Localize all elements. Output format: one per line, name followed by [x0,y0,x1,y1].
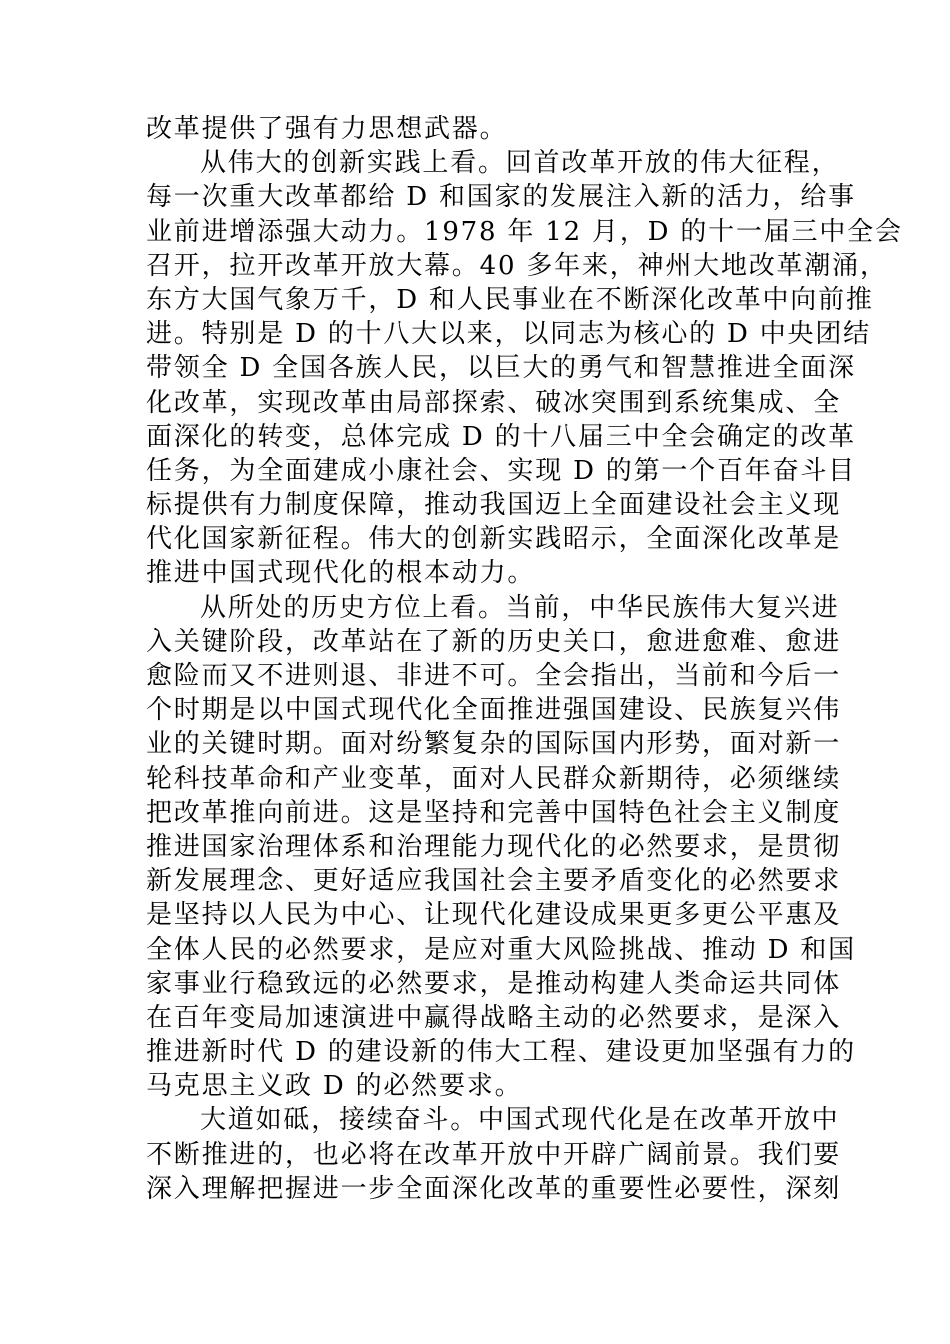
text-line: 东方大国气象万千，D 和人民事业在不断深化改革中向前推 [146,284,874,315]
text-line: 新发展理念、更好适应我国社会主要矛盾变化的必然要求 [146,866,842,897]
text-line: 任务，为全面建成小康社会、实现 D 的第一个百年奋斗目 [146,455,856,486]
text-line: 家事业行稳致远的必然要求，是推动构建人类命运共同体 [146,968,842,999]
text-line: 马克思主义政 D 的必然要求。 [146,1071,523,1102]
text-line: 大道如砥，接续奋斗。中国式现代化是在改革开放中 [200,1105,840,1136]
text-line: 进。特别是 D 的十八大以来，以同志为核心的 D 中央团结 [146,319,871,350]
text-line: 代化国家新征程。伟大的创新实践昭示，全面深化改革是 [146,524,842,555]
text-line: 业的关键时期。面对纷繁复杂的国际国内形势，面对新一 [146,729,842,760]
text-line: 推进中国式现代化的根本动力。 [146,558,536,589]
text-line: 化改革，实现改革由局部探索、破冰突围到系统集成、全 [146,387,842,418]
text-line: 是坚持以人民为中心、让现代化建设成果更多更公平惠及 [146,900,842,931]
text-line: 推进新时代 D 的建设新的伟大工程、建设更加坚强有力的 [146,1037,856,1068]
text-line: 从所处的历史方位上看。当前，中华民族伟大复兴进 [200,592,840,623]
text-line: 从伟大的创新实践上看。回首改革开放的伟大征程， [200,148,840,179]
text-line: 入关键阶段，改革站在了新的历史关口，愈进愈难、愈进 [146,626,842,657]
text-line: 改革提供了强有力思想武器。 [146,114,508,144]
document-body-text [146,112,903,1206]
text-line: 个时期是以中国式现代化全面推进强国建设、民族复兴伟 [146,695,842,726]
text-line: 轮科技革命和产业变革，面对人民群众新期待，必须继续 [146,763,842,794]
text-line: 不断推进的，也必将在改革开放中开辟广阔前景。我们要 [146,1139,842,1170]
text-line: 深入理解把握进一步全面深化改革的重要性必要性，深刻 [146,1173,842,1204]
text-line: 面深化的转变，总体完成 D 的十八届三中全会确定的改革 [146,421,856,452]
text-line: 标提供有力制度保障，推动我国迈上全面建设社会主义现 [146,490,842,521]
text-line: 愈险而又不进则退、非进不可。全会指出，当前和今后一 [146,661,842,691]
text-line: 全体人民的必然要求，是应对重大风险挑战、推动 D 和国 [146,934,856,965]
text-line: 在百年变局加速演进中赢得战略主动的必然要求，是深入 [146,1002,842,1033]
text-line: 召开，拉开改革开放大幕。40 多年来，神州大地改革潮涌， [146,250,888,281]
text-line: 把改革推向前进。这是坚持和完善中国特色社会主义制度 [146,797,842,828]
text-line: 推进国家治理体系和治理能力现代化的必然要求，是贯彻 [146,831,842,862]
text-line: 带领全 D 全国各族人民，以巨大的勇气和智慧推进全面深 [146,353,856,384]
text-line: 业前进增添强大动力。1978 年 12 月，D 的十一届三中全会 [146,216,903,247]
text-line: 每一次重大改革都给 D 和国家的发展注入新的活力，给事 [146,182,856,213]
